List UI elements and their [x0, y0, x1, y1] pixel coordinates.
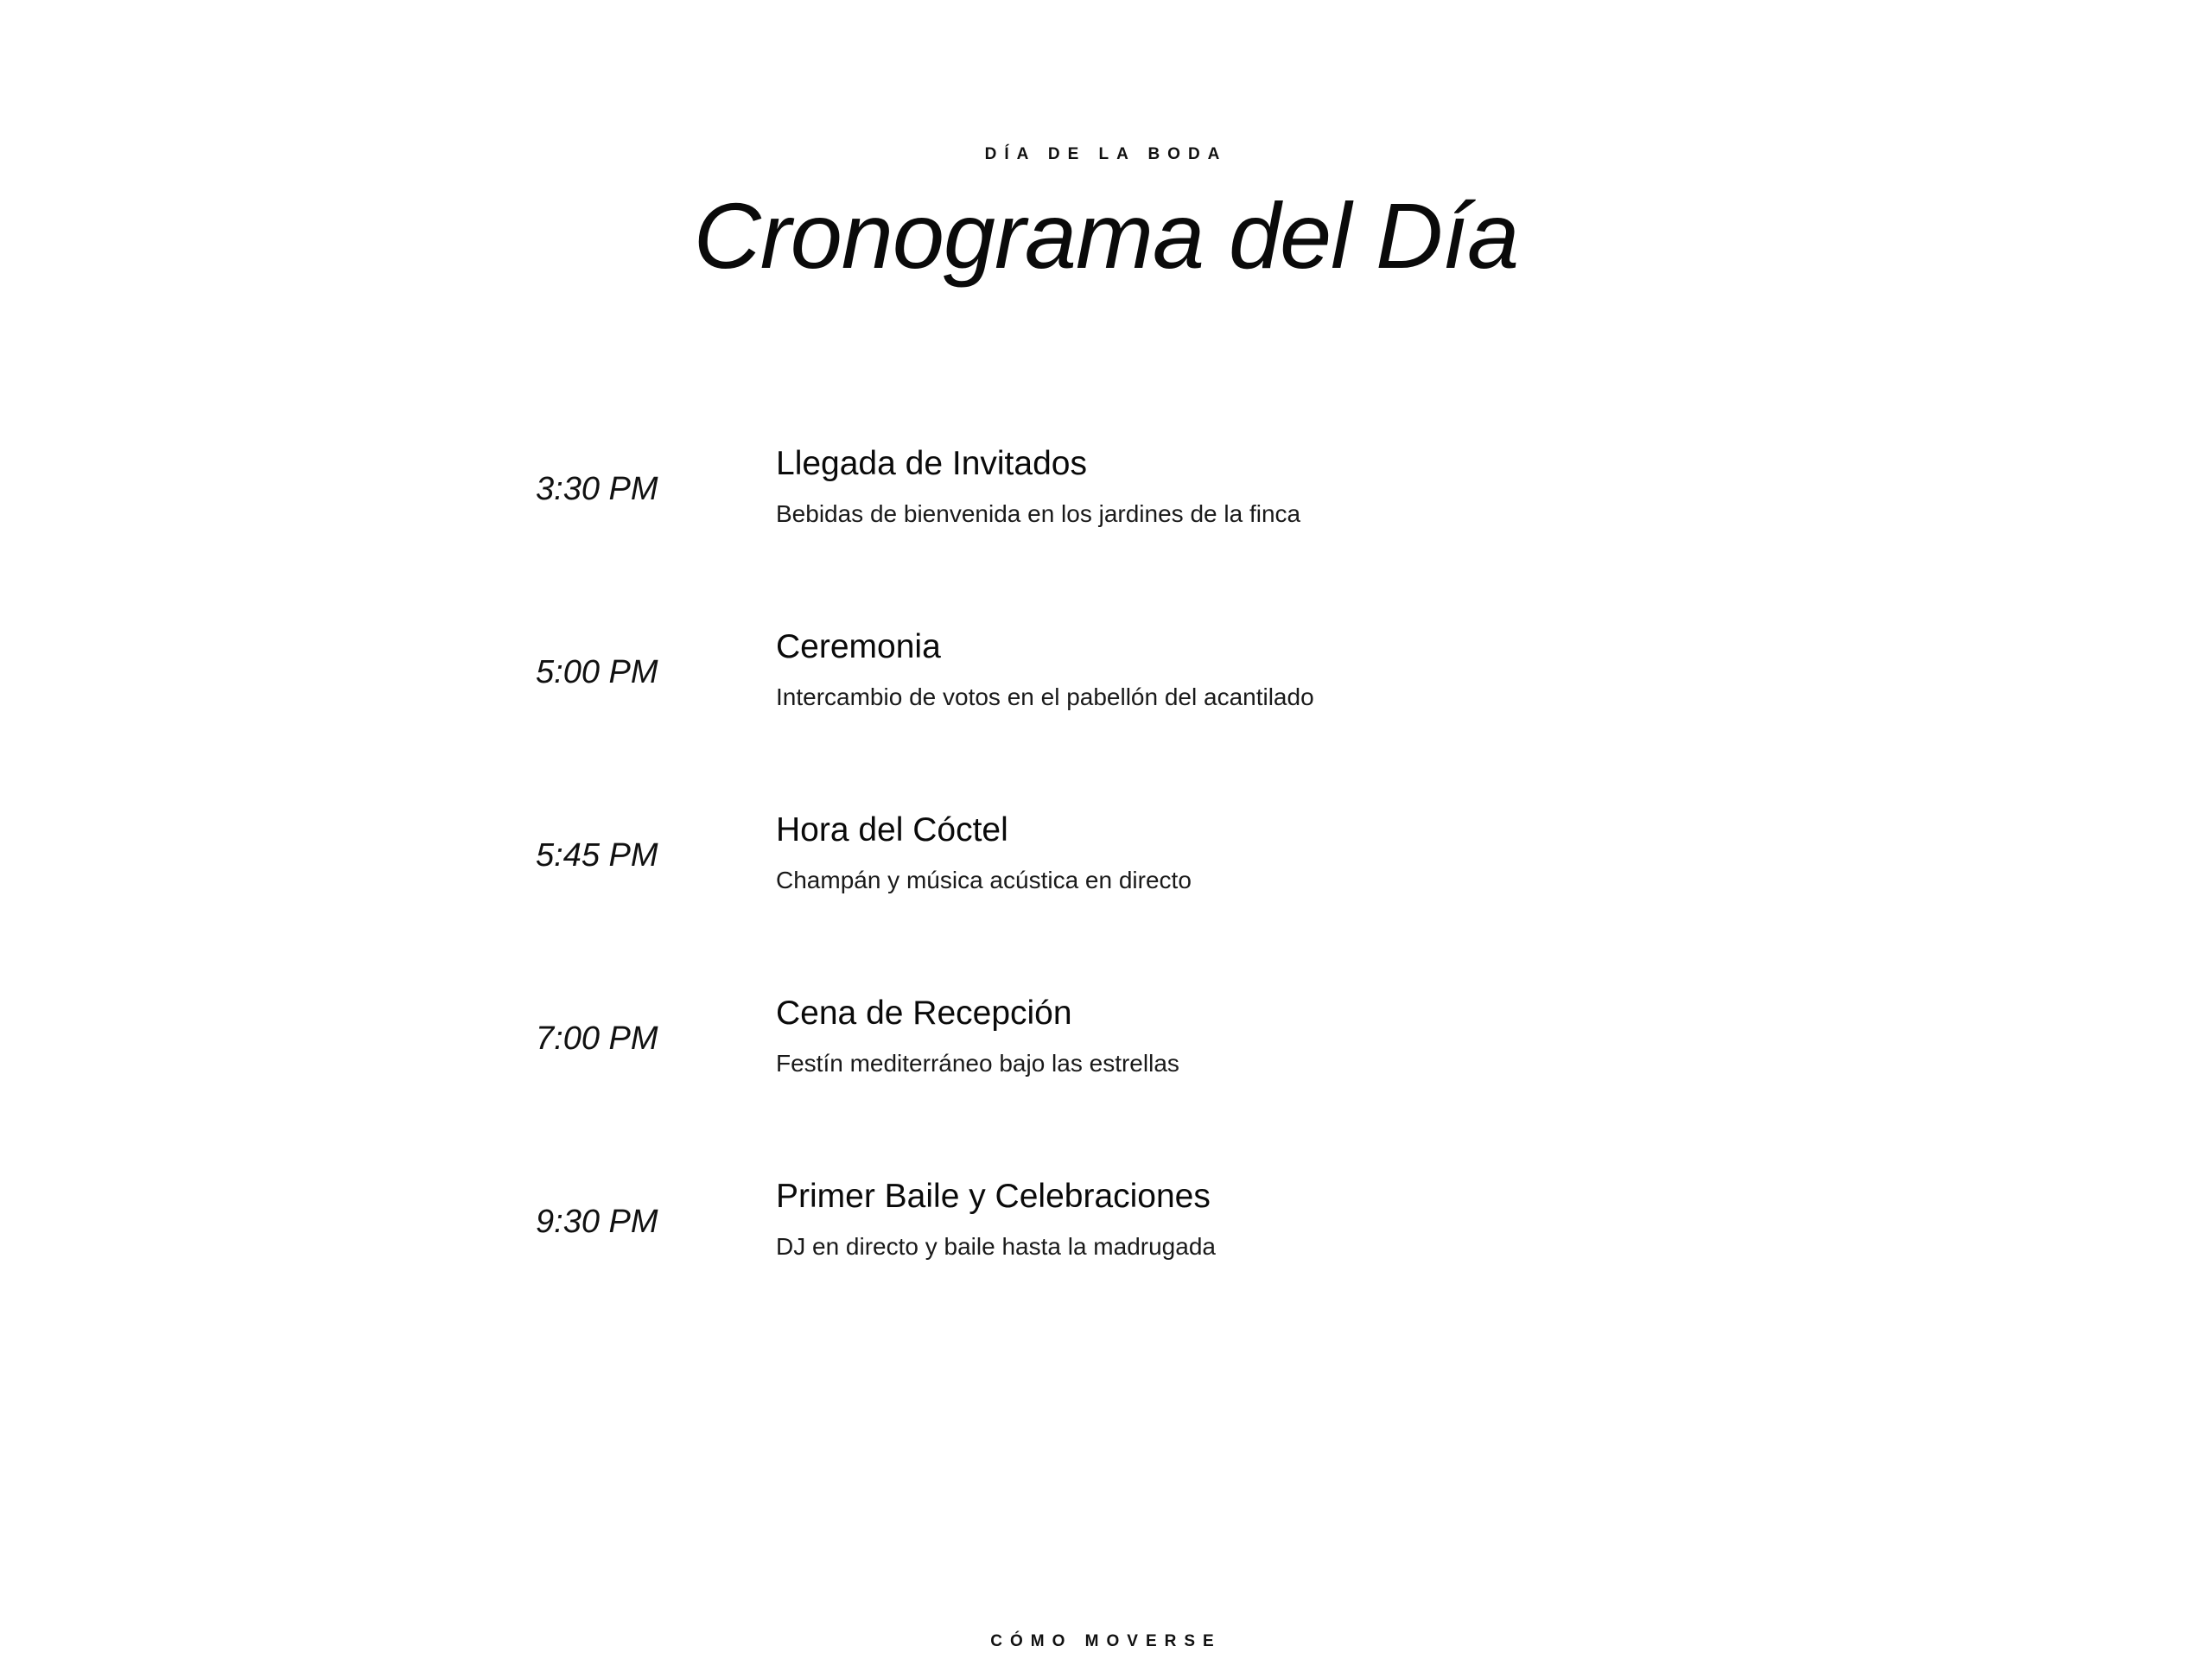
schedule-item [536, 444, 1745, 627]
section-eyebrow: DÍA DE LA BODA [984, 145, 1228, 163]
event-time: 5:00 PM [536, 654, 658, 690]
event-title: Ceremonia [776, 628, 941, 665]
event-time: 5:45 PM [536, 837, 658, 874]
event-description: Festín mediterráneo bajo las estrellas [776, 1049, 1179, 1077]
event-title: Cena de Recepción [776, 995, 1072, 1032]
schedule-item [536, 810, 1745, 994]
event-description: Bebidas de bienvenida en los jardines de la finca [776, 499, 1301, 527]
schedule-item [536, 1177, 1745, 1360]
event-details [776, 444, 1745, 530]
schedule-item [536, 994, 1745, 1177]
event-description: Intercambio de votos en el pabellón del acantilado [776, 683, 1314, 710]
event-description: DJ en directo y baile hasta la madrugada [776, 1232, 1216, 1260]
event-time: 9:30 PM [536, 1204, 658, 1240]
page-title: Cronograma del Día [693, 183, 1519, 288]
event-details [776, 994, 1745, 1079]
event-time: 3:30 PM [536, 471, 658, 507]
event-details [776, 810, 1745, 896]
event-details [776, 1177, 1745, 1262]
event-title: Primer Baile y Celebraciones [776, 1178, 1211, 1215]
event-description: Champán y música acústica en directo [776, 866, 1192, 893]
event-details [776, 627, 1745, 713]
next-section-eyebrow: CÓMO MOVERSE [990, 1632, 1222, 1650]
event-title: Hora del Cóctel [776, 811, 1008, 849]
event-time: 7:00 PM [536, 1020, 658, 1057]
event-title: Llegada de Invitados [776, 445, 1087, 482]
schedule-item [536, 627, 1745, 810]
schedule-list [536, 444, 1745, 1360]
